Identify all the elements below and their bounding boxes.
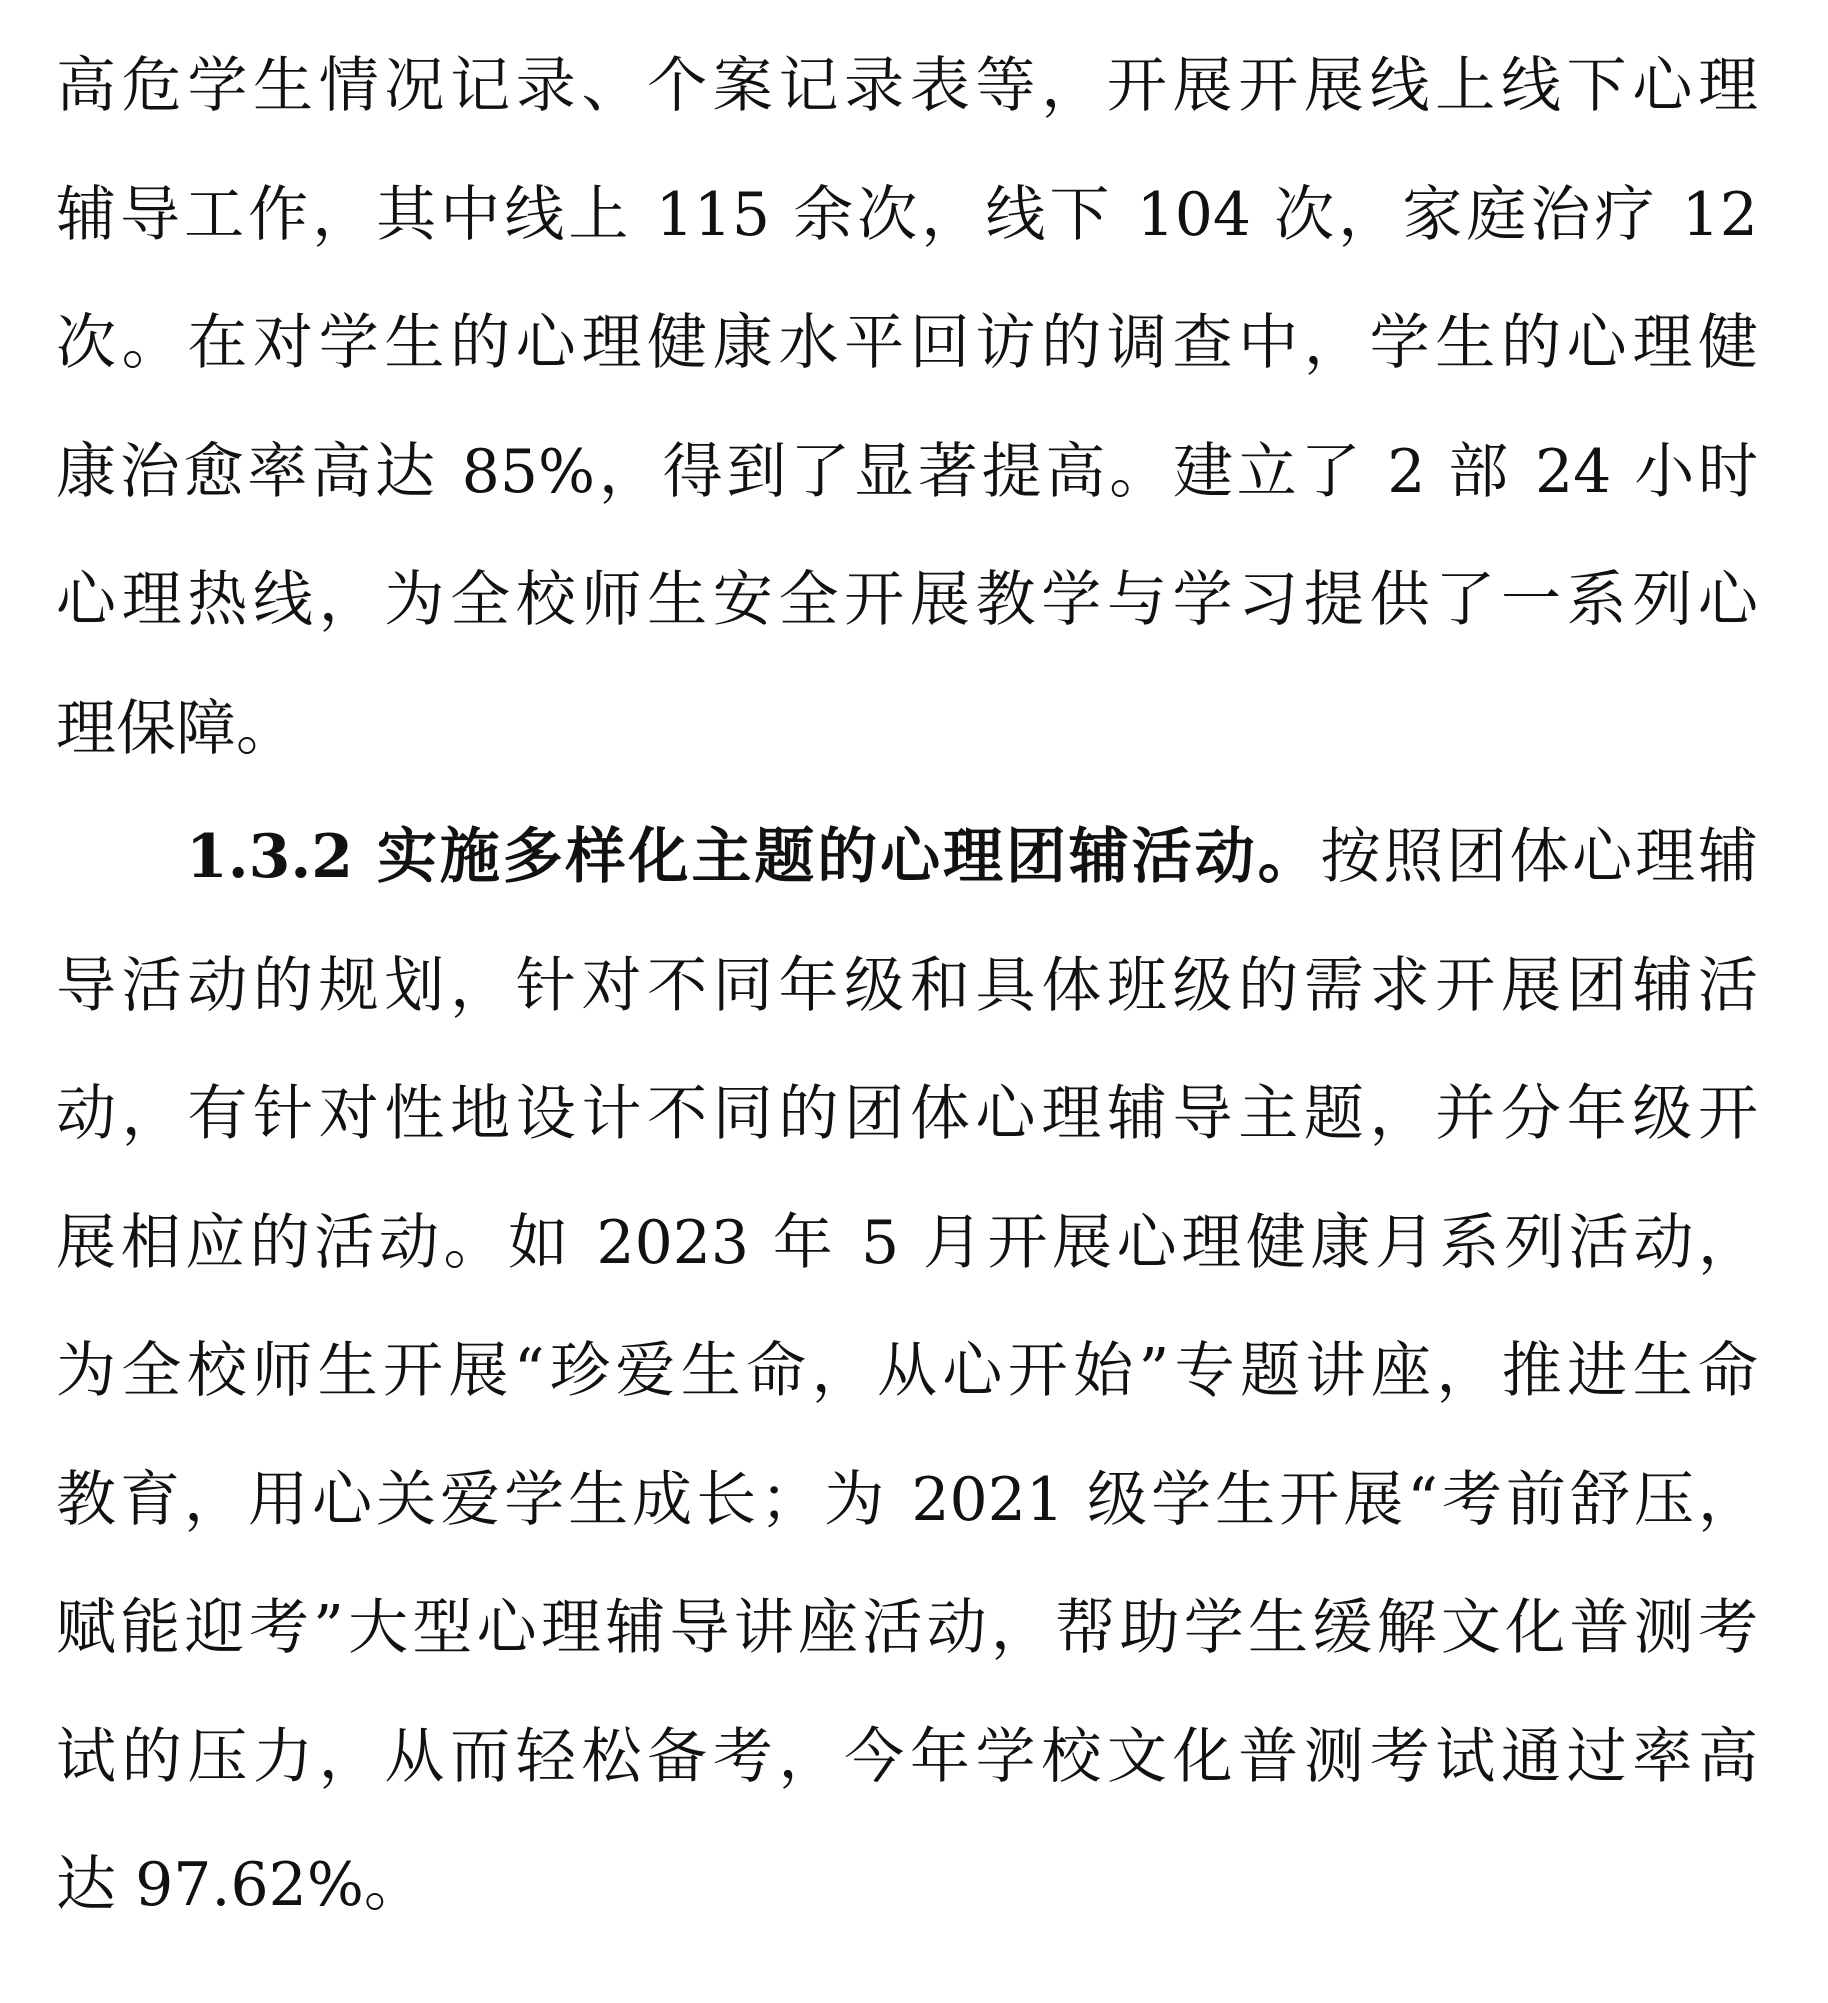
text-line: 心理热线，为全校师生安全开展教学与学习提供了一系列心 (56, 565, 1758, 635)
text-line: 为全校师生开展“珍爱生命，从心开始”专题讲座，推进生命 (56, 1336, 1758, 1406)
paragraph-counseling-summary (56, 22, 1758, 793)
text-line: 辅导工作，其中线上 115 余次，线下 104 次，家庭治疗 12 (56, 179, 1758, 250)
text-line: 高危学生情况记录、个案记录表等，开展开展线上线下心理 (56, 51, 1758, 121)
text-line: 试的压力，从而轻松备考，今年学校文化普测考试通过率高 (56, 1721, 1758, 1792)
text-line: 展相应的活动。如 2023 年 5 月开展心理健康月系列活动， (56, 1207, 1758, 1278)
text-line: 教育，用心关爱学生成长；为 2021 级学生开展“考前舒压， (56, 1464, 1758, 1535)
text-line: 导活动的规划，针对不同年级和具体班级的需求开展团辅活 (56, 950, 1758, 1021)
document-page (56, 22, 1758, 1950)
text-line: 康治愈率高达 85%，得到了显著提高。建立了 2 部 24 小时 (56, 436, 1758, 507)
section-first-line (56, 793, 1758, 922)
paragraph-group-counseling (56, 793, 1758, 1950)
text-line: 次。在对学生的心理健康水平回访的调查中，学生的心理健 (56, 308, 1758, 378)
text-line-rest: 按照团体心理辅 (1320, 822, 1758, 892)
text-line: 达 97.62%。 (56, 1850, 424, 1920)
section-heading: 1.3.2 实施多样化主题的心理团辅活动。 (186, 822, 1321, 892)
text-line: 理保障。 (56, 693, 296, 764)
text-line: 动，有针对性地设计不同的团体心理辅导主题，并分年级开 (56, 1079, 1758, 1149)
text-line: 赋能迎考”大型心理辅导讲座活动，帮助学生缓解文化普测考 (56, 1593, 1758, 1663)
